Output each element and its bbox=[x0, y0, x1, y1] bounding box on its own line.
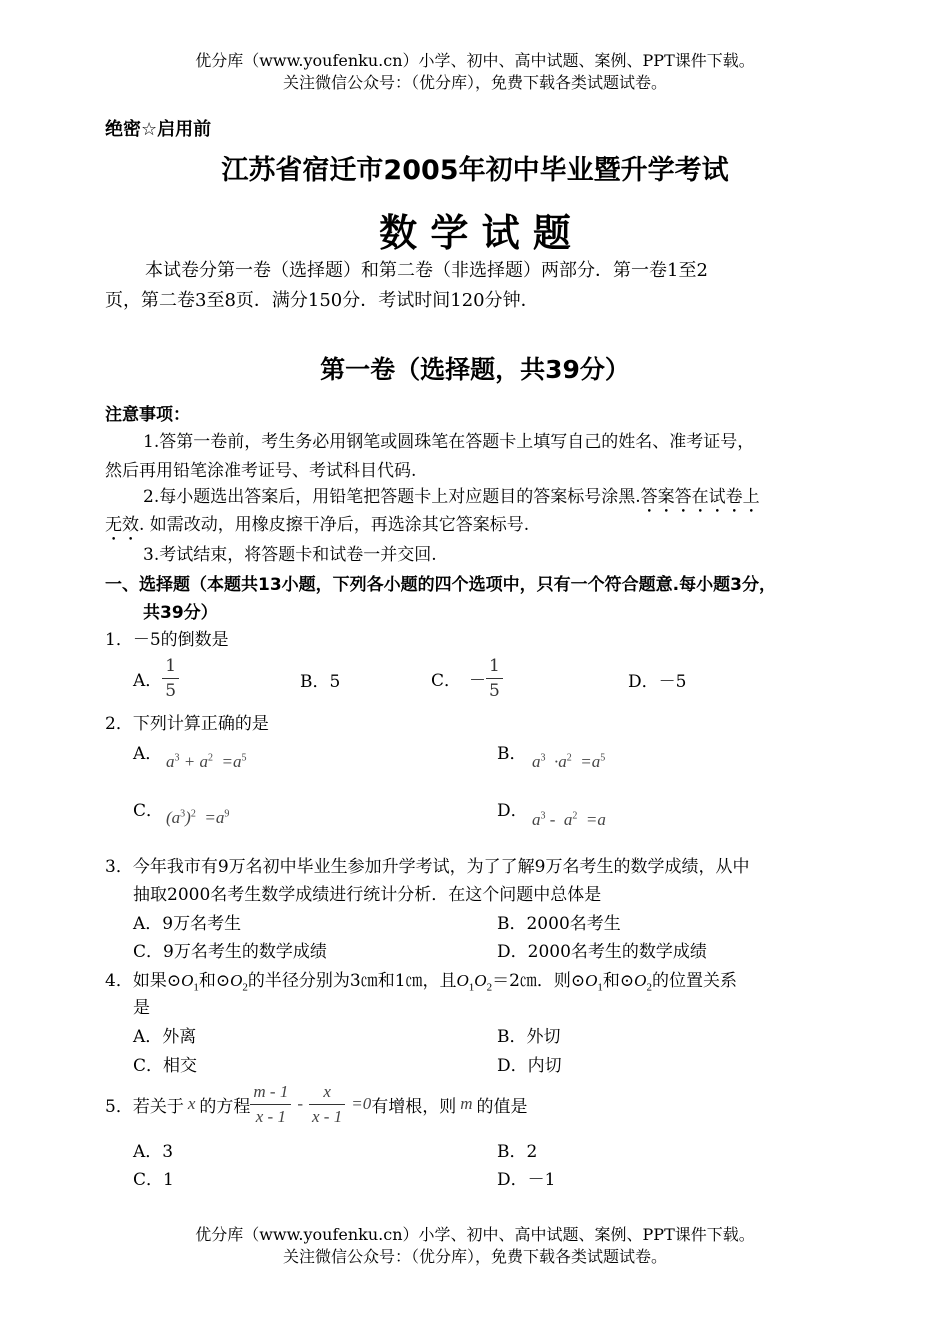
q5-fraction-2 bbox=[309, 1080, 345, 1129]
intro-line-1: 本试卷分第一卷（选择题）和第二卷（非选择题）两部分．第一卷1至2 bbox=[145, 260, 708, 281]
q1-option-c bbox=[431, 652, 503, 704]
q3-option-d: D．2000名考生的数学成绩 bbox=[497, 942, 707, 962]
q1-c-denominator: 5 bbox=[489, 680, 500, 701]
q4-text-d: ＝2㎝．则⊙ bbox=[492, 971, 586, 991]
q2-c-formula: $(a^3)^2 =a^9$ bbox=[166, 808, 230, 827]
q4-text-e: 和⊙ bbox=[602, 971, 635, 991]
q1-a-label: A． bbox=[133, 670, 163, 691]
q5-text-c: 有增根，则 bbox=[371, 1096, 457, 1117]
q5-minus: - bbox=[297, 1094, 303, 1113]
q4-o1-b: $O_1$ bbox=[585, 971, 603, 994]
q5-var-x: x bbox=[187, 1094, 196, 1113]
q4-text-c: 的半径分别为3㎝和1㎝，且 bbox=[247, 971, 457, 991]
note-2-emphasis-a: 答案答在试卷上 bbox=[640, 487, 760, 507]
q1-option-b: B．5 bbox=[300, 672, 341, 692]
section-heading-line-1: 一、选择题（本题共13小题，下列各小题的四个选项中，只有一个符合题意.每小题3分， bbox=[105, 575, 776, 595]
note-1-line-1: 1.答第一卷前，考生务必用钢笔或圆珠笔在答题卡上填写自己的姓名、准考证号， bbox=[143, 432, 755, 452]
q5-f2-numerator: x bbox=[309, 1080, 345, 1105]
q3-option-b: B．2000名考生 bbox=[497, 914, 621, 934]
q1-a-fraction bbox=[162, 654, 179, 703]
q5-option-b: B．2 bbox=[497, 1142, 538, 1162]
q1-c-fraction bbox=[486, 654, 503, 703]
footer-line-1: 优分库（www.youfenku.cn）小学、初中、高中试题、案例、PPT课件下载。 bbox=[195, 1225, 755, 1244]
header-line-1: 优分库（www.youfenku.cn）小学、初中、高中试题、案例、PPT课件下载。 bbox=[195, 51, 755, 70]
q2-b-label: B． bbox=[497, 744, 527, 764]
exam-title: 江苏省宿迁市2005年初中毕业暨升学考试 bbox=[221, 155, 729, 186]
q4-text-f: 的位置关系 bbox=[651, 971, 737, 991]
q5-text-b: 的方程 bbox=[199, 1096, 251, 1117]
notes-title: 注意事项： bbox=[105, 405, 190, 425]
note-1-line-2: 然后再用铅笔涂准考证号、考试科目代码. bbox=[105, 461, 417, 481]
note-2-emphasis-b: 无效 bbox=[105, 515, 139, 535]
q5-f1-numerator: m - 1 bbox=[250, 1080, 291, 1105]
q4-option-b: B．外切 bbox=[497, 1027, 561, 1047]
q4-o1: $O_1$ bbox=[181, 971, 199, 994]
q5-f1-denominator: x - 1 bbox=[255, 1106, 286, 1126]
q3-option-a: A．9万名考生 bbox=[133, 914, 242, 934]
q1-stem: 1．－5的倒数是 bbox=[105, 630, 229, 650]
part-title: 第一卷（选择题，共39分） bbox=[320, 355, 630, 384]
q1-option-a bbox=[133, 652, 179, 704]
q4-o2-b: $O_2$ bbox=[634, 971, 652, 994]
note-3: 3.考试结束，将答题卡和试卷一并交回. bbox=[143, 545, 437, 565]
q4-line-2: 是 bbox=[133, 998, 150, 1018]
q1-option-d: D．－5 bbox=[628, 672, 687, 692]
q1-c-sign: － bbox=[469, 670, 487, 691]
q1-c-label: C． bbox=[431, 670, 462, 691]
q2-b-formula: $a^3 \cdot a^2 =a^5$ bbox=[532, 752, 606, 771]
q2-a-formula: $a^3 + a^2 =a^5$ bbox=[166, 752, 247, 771]
q5-option-c: C．1 bbox=[133, 1170, 174, 1190]
section-heading-line-2: 共39分） bbox=[143, 603, 218, 623]
q3-line-2: 抽取2000名考生数学成绩进行统计分析．在这个问题中总体是 bbox=[133, 885, 602, 905]
q2-a-label: A． bbox=[133, 744, 163, 764]
header-line-2: 关注微信公众号：（优分库），免费下载各类试题试卷。 bbox=[282, 73, 667, 92]
q5-option-a: A．3 bbox=[133, 1142, 174, 1162]
q2-stem: 2．下列计算正确的是 bbox=[105, 714, 269, 734]
q3-option-c: C．9万名考生的数学成绩 bbox=[133, 942, 327, 962]
q2-d-formula: $a^3 - a^2 =a$ bbox=[532, 810, 606, 829]
secret-label: 绝密☆启用前 bbox=[105, 119, 212, 140]
q2-c-label: C． bbox=[133, 801, 164, 821]
note-2-text-b: . 如需改动，用橡皮擦干净后，再选涂其它答案标号. bbox=[139, 515, 530, 535]
q5-stem bbox=[105, 1076, 527, 1132]
q5-equals-zero: =0 bbox=[351, 1094, 372, 1113]
q4-option-a: A．外离 bbox=[133, 1027, 197, 1047]
q5-option-d: D．－1 bbox=[497, 1170, 556, 1190]
footer-line-2: 关注微信公众号：（优分库），免费下载各类试题试卷。 bbox=[282, 1247, 667, 1266]
note-2-text-a: 2.每小题选出答案后，用铅笔把答题卡上对应题目的答案标号涂黑. bbox=[143, 487, 641, 507]
q4-o1o2: $O_1O_2$ bbox=[456, 971, 493, 994]
q5-fraction-1 bbox=[250, 1080, 291, 1129]
q1-a-numerator: 1 bbox=[162, 654, 179, 679]
intro-line-2: 页，第二卷3至8页．满分150分．考试时间120分钟． bbox=[105, 290, 539, 311]
q1-a-denominator: 5 bbox=[165, 680, 177, 701]
subject-title: 数 学 试 题 bbox=[379, 211, 571, 255]
q5-text-d: 的值是 bbox=[476, 1096, 528, 1117]
q5-var-m: m bbox=[460, 1094, 473, 1113]
q3-line-1: 3．今年我市有9万名初中毕业生参加升学考试，为了了解9万名考生的数学成绩，从中 bbox=[105, 857, 750, 877]
q4-option-d: D．内切 bbox=[497, 1056, 562, 1076]
q5-text-a: 5．若关于 bbox=[105, 1096, 184, 1117]
q2-d-label: D． bbox=[497, 801, 528, 821]
q4-text-a: 4．如果⊙ bbox=[105, 971, 182, 991]
q4-text-b: 和⊙ bbox=[198, 971, 231, 991]
q4-line-1 bbox=[105, 966, 737, 993]
q4-o2: $O_2$ bbox=[230, 971, 248, 994]
q5-f2-denominator: x - 1 bbox=[312, 1106, 343, 1126]
q1-c-numerator: 1 bbox=[486, 654, 503, 679]
q4-option-c: C．相交 bbox=[133, 1056, 198, 1076]
